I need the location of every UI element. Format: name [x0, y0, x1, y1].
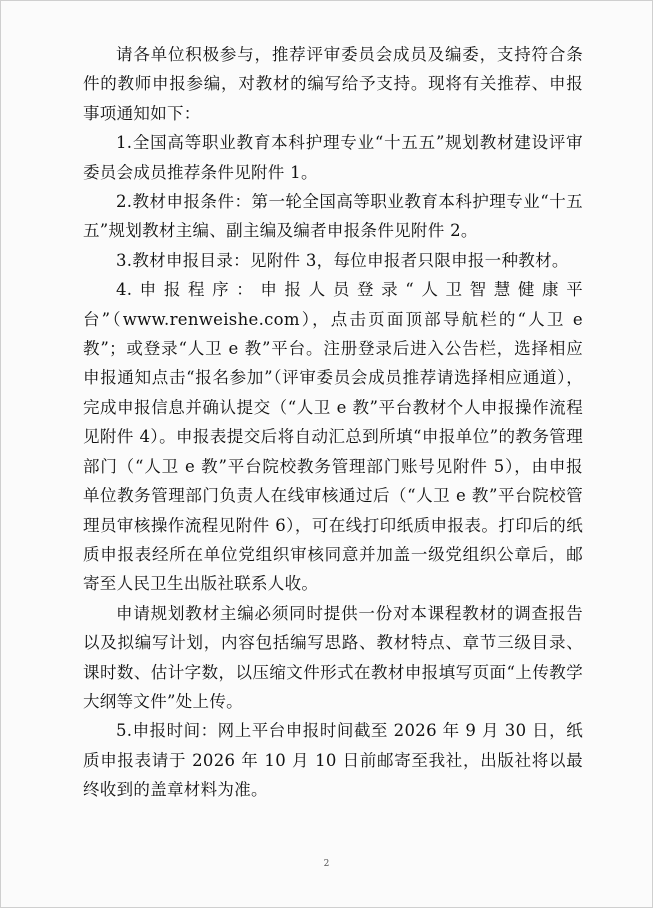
paragraph-item-3: 3.教材申报目录：见附件 3，每位申报者只限申报一种教材。	[116, 250, 569, 270]
paragraph-item-4: 4.申报程序：申报人员登录“人卫智慧健康平台”（www.renweishe.com），点击页面顶部导航栏的“人卫 e 教”；或登录“人卫 e 教”平台。注册登录后进入公告栏，选择相应申报通知点击“报名参加”（评审委员会成员推荐请选择相应通道），完成申报信息并确认提交（“人卫 e 教”平台教材个人申报操作流程见附件 4）。申报表提交后将自动汇总到所填“申报单位”的教务管理部门（“人卫 e 教”平台院校教务管理部门账号见附件 5），由申报单位教务管理部门负责人在线审核通过后（“人卫 e 教”平台院校管理员审核操作流程见附件 6），可在线打印纸质申报表。打印后的纸质申报表经所在单位党组织审核同意并加盖一级党组织公章后，邮寄至人民卫生出版社联系人收。	[83, 280, 583, 594]
paragraph-item-5: 5.申报时间：网上平台申报时间截至 2026 年 9 月 30 日，纸质申报表请于 2026 年 10 月 10 日前邮寄至我社，出版社将以最终收到的盖章材料为准。	[83, 721, 583, 800]
paragraph-item-2: 2.教材申报条件：第一轮全国高等职业教育本科护理专业“十五五”规划教材主编、副主编及编者申报条件见附件 2。	[83, 192, 583, 241]
page-number: 2	[323, 859, 330, 869]
document-body	[83, 40, 583, 805]
paragraph-item-1: 1.全国高等职业教育本科护理专业“十五五”规划教材建设评审委员会成员推荐条件见附件 1。	[83, 133, 583, 182]
paragraph-chief-editor-note: 申请规划教材主编必须同时提供一份对本课程教材的调查报告以及拟编写计划，内容包括编写思路、教材特点、章节三级目录、课时数、估计字数，以压缩文件形式在教材申报填写页面“上传教学大纲等文件”处上传。	[83, 603, 583, 711]
paragraph-intro: 请各单位积极参与，推荐评审委员会成员及编委，支持符合条件的教师申报参编，对教材的编写给予支持。现将有关推荐、申报事项通知如下：	[83, 45, 583, 123]
